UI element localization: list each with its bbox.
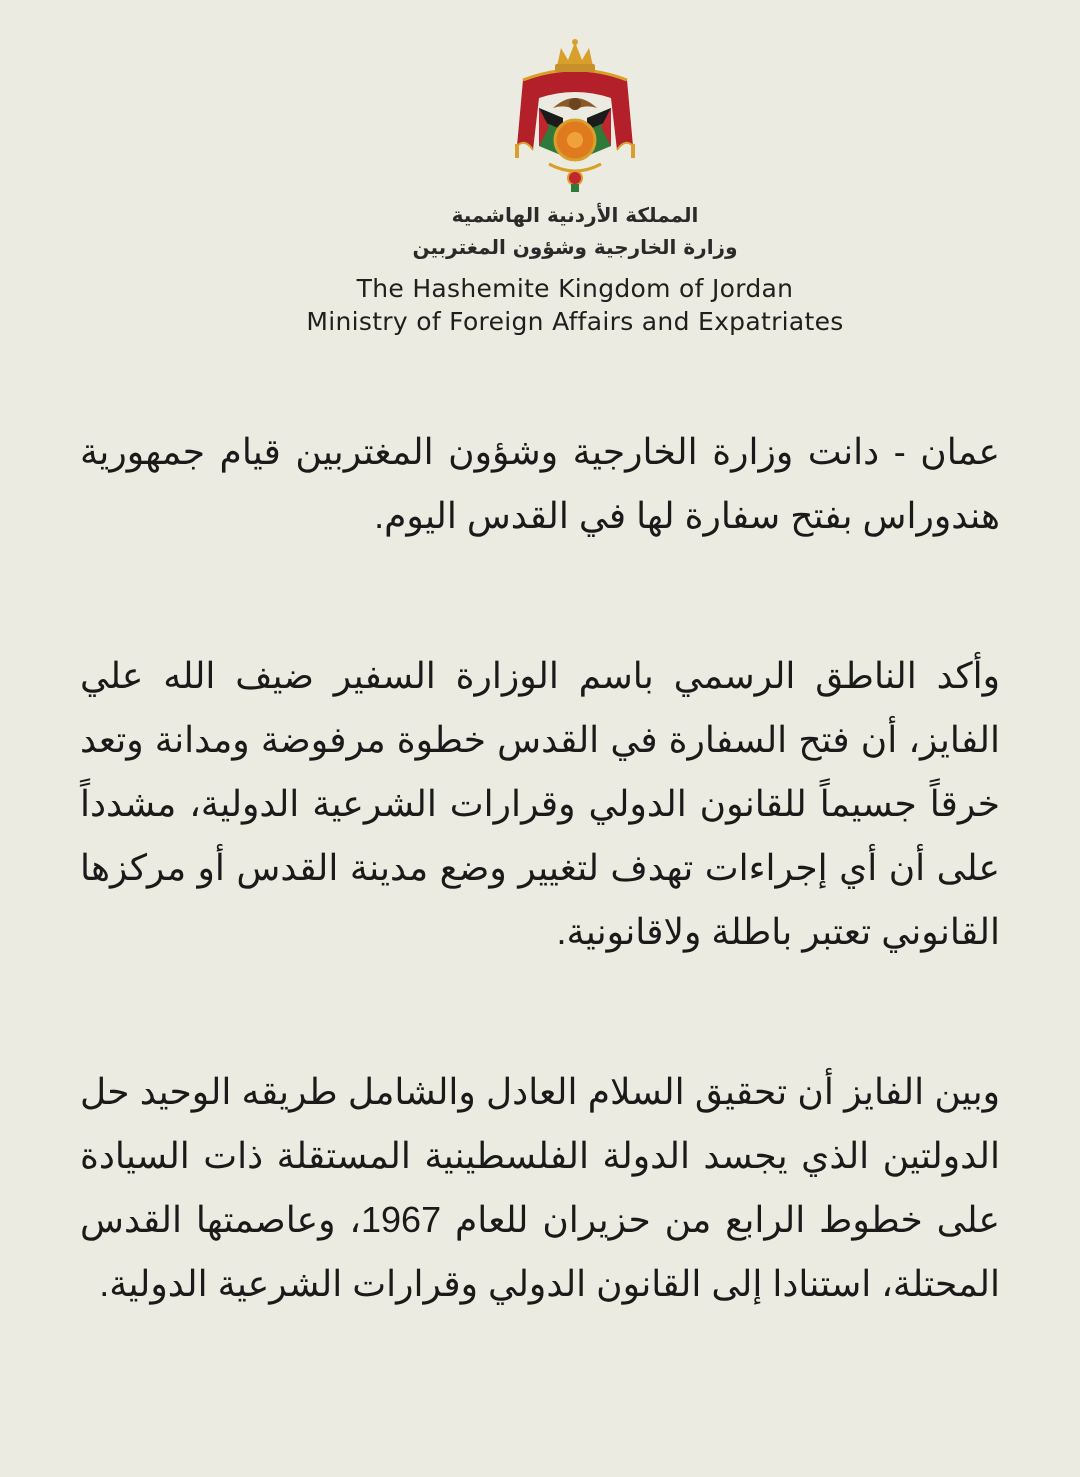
statement-paragraph-3: وبين الفايز أن تحقيق السلام العادل والشامل طريقه الوحيد حل الدولتين الذي يجسد الدولة الفلسطينية المستقلة ذات السيادة على خطوط الرابع من حزيران للعام 1967، وعاصمتها القدس المحتلة، استنادا إلى القانون الدولي وقرارات الشرعية الدولية.	[80, 1071, 1001, 1304]
arabic-kingdom-name: المملكة الأردنية الهاشمية	[451, 203, 699, 227]
english-ministry-name: Ministry of Foreign Affairs and Expatriates	[306, 307, 844, 336]
jordan-coat-of-arms-icon	[505, 38, 645, 193]
statement-body	[80, 420, 1000, 1316]
statement-paragraph-2: وأكد الناطق الرسمي باسم الوزارة السفير ضيف الله علي الفايز، أن فتح السفارة في القدس خطوة مرفوضة ومدانة وتعد خرقاً جسيماً للقانون الدولي وقرارات الشرعية الدولية، مشدداً على أن أي إجراءات تهدف لتغيير وضع مدينة القدس أو مركزها القانوني تعتبر باطلة ولاقانونية.	[80, 655, 1000, 952]
english-kingdom-name: The Hashemite Kingdom of Jordan	[356, 274, 794, 303]
letterhead	[0, 0, 1080, 360]
statement-paragraph-1: عمان - دانت وزارة الخارجية وشؤون المغتربين قيام جمهورية هندوراس بفتح سفارة لها في القدس اليوم.	[80, 431, 1000, 536]
arabic-ministry-name: وزارة الخارجية وشؤون المغتربين	[412, 235, 738, 259]
